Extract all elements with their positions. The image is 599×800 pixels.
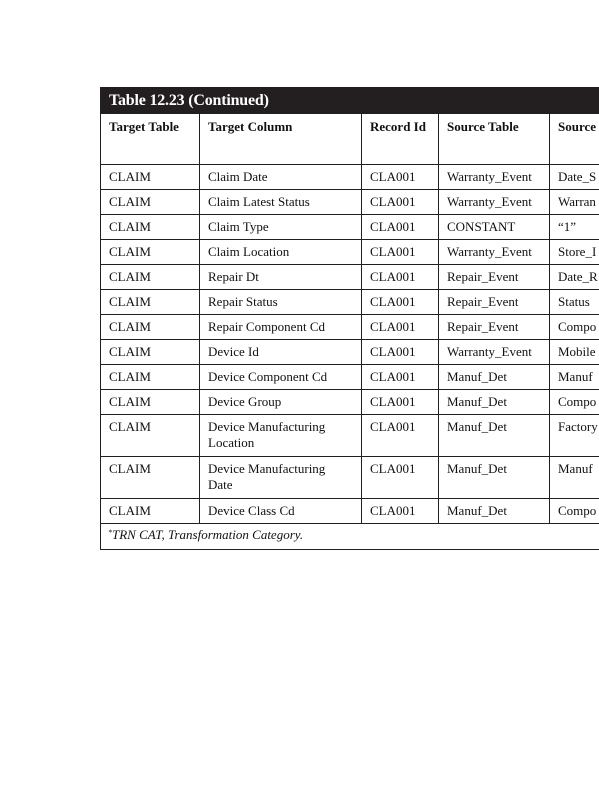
table-cell: Compo — [550, 390, 599, 415]
table-cell: Repair Status — [200, 290, 362, 315]
table-cell: CLAIM — [101, 190, 200, 215]
table-cell: Manuf_Det — [439, 415, 550, 457]
table-cell: Mobile — [550, 340, 599, 365]
table-cell: CLAIM — [101, 165, 200, 190]
table-cell: Manuf_Det — [439, 457, 550, 499]
table-cell: CLAIM — [101, 340, 200, 365]
table-row — [101, 415, 599, 457]
table-cell: Device Component Cd — [200, 365, 362, 390]
table-cell: Manuf_Det — [439, 499, 550, 524]
table-cell: Manuf — [550, 365, 599, 390]
table-cell: CLAIM — [101, 415, 200, 457]
table-row — [101, 165, 599, 190]
table-cell: CLA001 — [362, 457, 439, 499]
mapping-table — [100, 113, 599, 550]
table-cell: Claim Type — [200, 215, 362, 240]
table-cell: Warranty_Event — [439, 240, 550, 265]
footnote-text: TRN CAT, Transformation Category. — [112, 527, 304, 542]
table-row — [101, 340, 599, 365]
table-header-row — [101, 114, 599, 165]
table-cell: Device Id — [200, 340, 362, 365]
table-cell: Warranty_Event — [439, 165, 550, 190]
table-cell: Device Manufacturing Date — [200, 457, 362, 499]
table-cell: Repair_Event — [439, 315, 550, 340]
table-row — [101, 499, 599, 524]
table-cell: Manuf_Det — [439, 365, 550, 390]
table-cell: CLA001 — [362, 415, 439, 457]
data-table-container — [100, 87, 599, 550]
table-cell: CLAIM — [101, 365, 200, 390]
table-row — [101, 457, 599, 499]
table-cell: Repair_Event — [439, 290, 550, 315]
column-header-target-table: Target Table — [101, 114, 200, 165]
table-cell: CLAIM — [101, 215, 200, 240]
table-cell: Repair_Event — [439, 265, 550, 290]
table-cell: CLA001 — [362, 390, 439, 415]
column-header-source-table: Source Table — [439, 114, 550, 165]
table-row — [101, 390, 599, 415]
table-cell: Manuf — [550, 457, 599, 499]
table-cell: Device Class Cd — [200, 499, 362, 524]
table-cell: Factory — [550, 415, 599, 457]
table-cell: Date_R — [550, 265, 599, 290]
table-cell: CLA001 — [362, 165, 439, 190]
table-cell: CLA001 — [362, 190, 439, 215]
table-cell: Compo — [550, 499, 599, 524]
table-cell: CONSTANT — [439, 215, 550, 240]
table-row — [101, 290, 599, 315]
table-cell: Device Manufacturing Location — [200, 415, 362, 457]
footnote-marker: * — [108, 528, 112, 537]
table-title: Table 12.23 (Continued) — [100, 87, 599, 113]
table-cell: CLAIM — [101, 240, 200, 265]
column-header-source: Source — [550, 114, 599, 165]
table-row — [101, 215, 599, 240]
table-cell: Repair Component Cd — [200, 315, 362, 340]
table-cell: CLA001 — [362, 290, 439, 315]
table-cell: Warranty_Event — [439, 340, 550, 365]
table-cell: CLA001 — [362, 365, 439, 390]
table-cell: CLA001 — [362, 340, 439, 365]
table-cell: Compo — [550, 315, 599, 340]
table-cell: “1” — [550, 215, 599, 240]
column-header-target-column: Target Column — [200, 114, 362, 165]
table-row — [101, 240, 599, 265]
table-cell: Store_I — [550, 240, 599, 265]
table-cell: CLA001 — [362, 240, 439, 265]
table-cell: CLA001 — [362, 315, 439, 340]
table-cell: CLAIM — [101, 457, 200, 499]
table-row — [101, 190, 599, 215]
table-footnote — [101, 524, 599, 550]
column-header-record-id: Record Id — [362, 114, 439, 165]
table-cell: Claim Date — [200, 165, 362, 190]
table-cell: CLAIM — [101, 290, 200, 315]
table-cell: Warran — [550, 190, 599, 215]
table-cell: Date_S — [550, 165, 599, 190]
table-cell: Device Group — [200, 390, 362, 415]
table-footnote-row — [101, 524, 599, 550]
table-cell: Warranty_Event — [439, 190, 550, 215]
table-cell: CLA001 — [362, 265, 439, 290]
table-cell: Manuf_Det — [439, 390, 550, 415]
table-cell: CLAIM — [101, 499, 200, 524]
table-row — [101, 365, 599, 390]
table-cell: CLAIM — [101, 265, 200, 290]
table-cell: CLAIM — [101, 315, 200, 340]
table-cell: CLA001 — [362, 499, 439, 524]
table-cell: CLAIM — [101, 390, 200, 415]
table-cell: Claim Location — [200, 240, 362, 265]
table-row — [101, 315, 599, 340]
table-cell: Status — [550, 290, 599, 315]
table-cell: Claim Latest Status — [200, 190, 362, 215]
table-row — [101, 265, 599, 290]
table-cell: CLA001 — [362, 215, 439, 240]
table-cell: Repair Dt — [200, 265, 362, 290]
